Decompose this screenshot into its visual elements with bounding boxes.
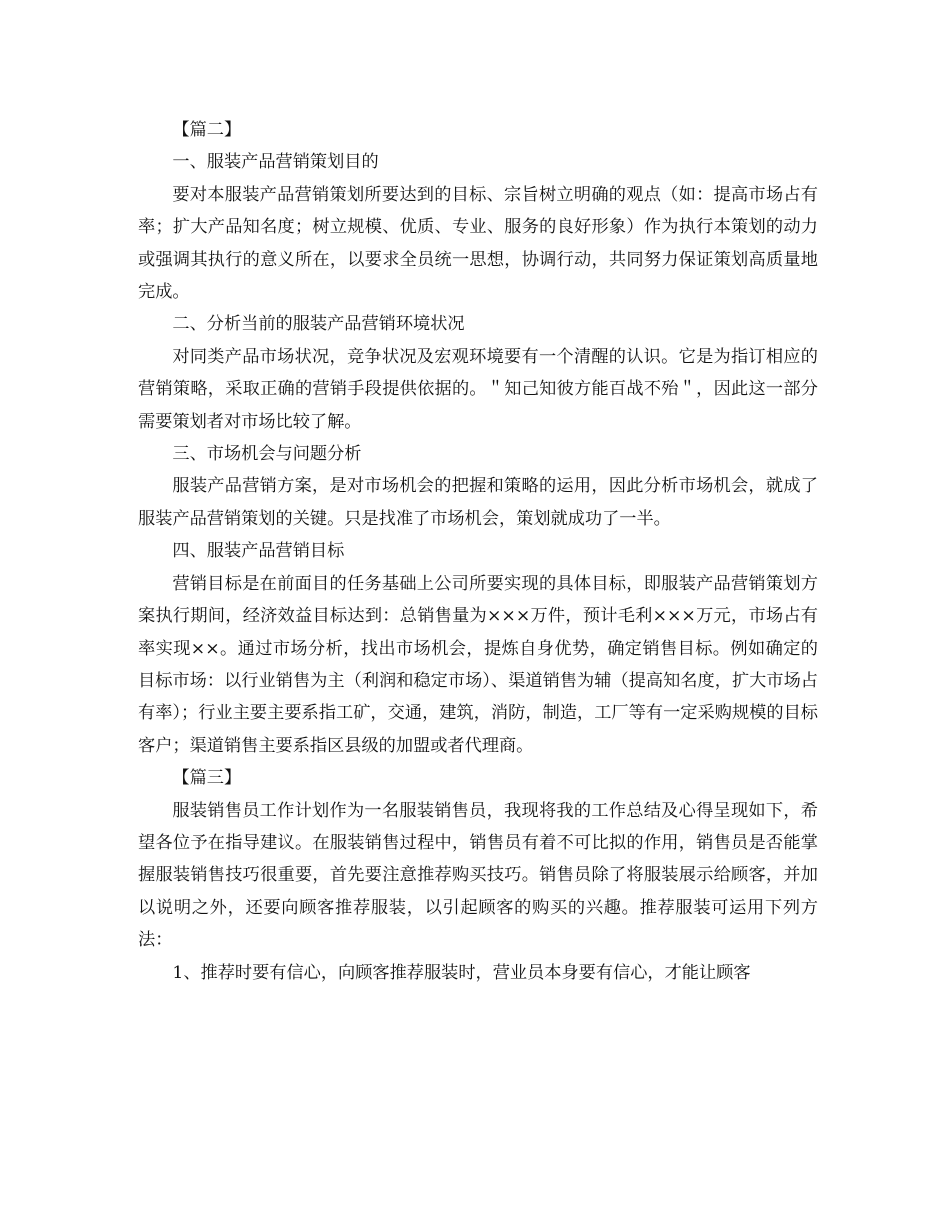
paragraph-recommend-confidence: 1、推荐时要有信心，向顾客推荐服装时，营业员本身要有信心，才能让顾客	[172, 962, 751, 983]
heading-marketing-purpose: 一、服装产品营销策划目的	[172, 152, 379, 173]
heading-opportunity-analysis: 三、市场机会与问题分析	[172, 444, 362, 465]
paragraph-marketing-purpose: 要对本服装产品营销策划所要达到的目标、宗旨树立明确的观点（如：提高市场占有率；扩大产品知名度；树立规模、优质、专业、服务的良好形象）作为执行本策划的动力或强调其执行的意义所在，以要求全员统一思想，协调行动，共同努力保证策划高质量地完成。	[138, 184, 818, 303]
section-heading-part-three: 【篇三】	[172, 768, 242, 789]
paragraph-marketing-goals: 营销目标是在前面目的任务基础上公司所要实现的具体目标，即服装产品营销策划方案执行期间，经济效益目标达到：总销售量为×××万件，预计毛利×××万元，市场占有率实现××。通过市场分析，找出市场机会，提炼自身优势，确定销售目标。例如确定的目标市场：以行业销售为主（利润和稳定市场）、渠道销售为辅（提高知名度，扩大市场占有率）；行业主要主要系指工矿，交通，建筑，消防，制造，工厂等有一定采购规模的目标客户；渠道销售主要系指区县级的加盟或者代理商。	[138, 573, 818, 756]
paragraph-environment-analysis: 对同类产品市场状况，竞争状况及宏观环境要有一个清醒的认识。它是为指订相应的营销策略，采取正确的营销手段提供依据的。＂知己知彼方能百战不殆＂，因此这一部分需要策划者对市场比较了解。	[138, 346, 818, 432]
heading-environment-analysis: 二、分析当前的服装产品营销环境状况	[172, 314, 465, 335]
section-heading-part-two: 【篇二】	[172, 120, 242, 140]
heading-marketing-goals: 四、服装产品营销目标	[172, 541, 345, 562]
paragraph-opportunity-analysis: 服装产品营销方案，是对市场机会的把握和策略的运用，因此分析市场机会，就成了服装产品营销策划的关键。只是找准了市场机会，策划就成功了一半。	[138, 476, 818, 529]
paragraph-sales-plan: 服装销售员工作计划作为一名服装销售员，我现将我的工作总结及心得呈现如下，希望各位予在指导建议。在服装销售过程中，销售员有着不可比拟的作用，销售员是否能掌握服装销售技巧很重要，首先要注意推荐购买技巧。销售员除了将服装展示给顾客，并加以说明之外，还要向顾客推荐服装，以引起顾客的购买的兴趣。推荐服装可运用下列方法：	[138, 800, 818, 951]
document-body	[138, 114, 818, 989]
